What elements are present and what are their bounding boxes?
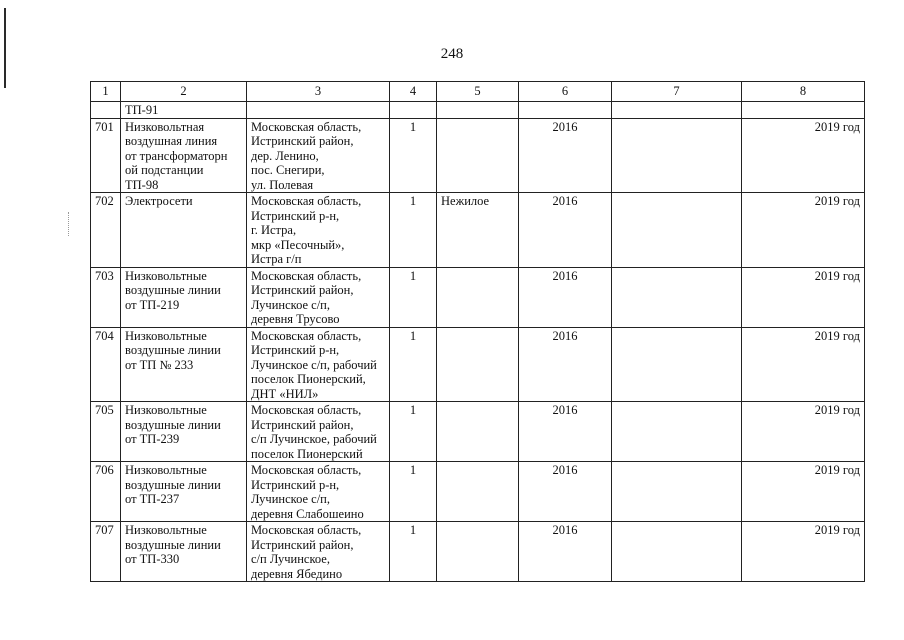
cell-qty: 1	[390, 402, 437, 462]
name-lines	[125, 120, 242, 193]
address-line: Московская область,	[251, 463, 362, 477]
table-row	[91, 402, 865, 462]
cell-address	[247, 267, 390, 327]
cell-qty: 1	[390, 118, 437, 193]
cell-qty: 1	[390, 193, 437, 268]
name-line: воздушные линии	[125, 417, 221, 432]
table-body	[91, 102, 865, 582]
header-col-2: 2	[121, 82, 247, 102]
name-line: Низковольтные	[125, 403, 207, 417]
name-line: Низковольтные	[125, 523, 207, 537]
name-line: Низковольтная	[125, 119, 205, 134]
address-line: с/п Лучинское,	[251, 552, 330, 566]
header-col-3: 3	[247, 82, 390, 102]
address-line: Лучинское с/п, рабочий	[251, 357, 377, 372]
table-row	[91, 118, 865, 193]
cell-col7	[612, 102, 742, 119]
address-line: Истринский район,	[251, 537, 354, 552]
name-lines	[125, 103, 242, 118]
cell-year	[519, 102, 612, 119]
name-line: от ТП № 233	[125, 357, 194, 372]
name-line: воздушная линия	[125, 134, 218, 148]
name-lines	[125, 269, 242, 313]
cell-purpose	[437, 327, 519, 402]
address-line: Московская область,	[251, 523, 362, 537]
cell-address	[247, 522, 390, 582]
address-line: с/п Лучинское, рабочий	[251, 432, 377, 446]
cell-num	[91, 102, 121, 119]
registry-table	[90, 81, 865, 582]
address-lines	[251, 329, 385, 402]
name-line: Низковольтные	[125, 268, 207, 283]
cell-name	[121, 102, 247, 119]
name-line: от ТП-239	[125, 432, 180, 446]
cell-col8: 2019 год	[742, 327, 865, 402]
address-line: Истринский р-н,	[251, 343, 340, 357]
cell-num: 704	[91, 327, 121, 402]
cell-name	[121, 402, 247, 462]
cell-purpose	[437, 462, 519, 522]
cell-qty: 1	[390, 267, 437, 327]
cell-name	[121, 462, 247, 522]
cell-address	[247, 462, 390, 522]
cell-qty	[390, 102, 437, 119]
address-line: Истринский район,	[251, 134, 354, 148]
cell-year: 2016	[519, 462, 612, 522]
header-col-8: 8	[742, 82, 865, 102]
address-line: дер. Ленино,	[251, 148, 319, 163]
cell-num: 705	[91, 402, 121, 462]
cell-purpose	[437, 102, 519, 119]
cell-address	[247, 193, 390, 268]
address-line: Московская область,	[251, 403, 362, 417]
header-col-6: 6	[519, 82, 612, 102]
cell-col7	[612, 522, 742, 582]
name-line: воздушные линии	[125, 477, 221, 492]
address-line: пос. Снегири,	[251, 163, 325, 177]
cell-col8: 2019 год	[742, 522, 865, 582]
header-col-5: 5	[437, 82, 519, 102]
name-line: Электросети	[125, 194, 193, 208]
cell-qty: 1	[390, 522, 437, 582]
cell-col7	[612, 193, 742, 268]
address-line: мкр «Песочный»,	[251, 237, 345, 252]
cell-purpose: Нежилое	[437, 193, 519, 268]
cell-col8: 2019 год	[742, 118, 865, 193]
cell-num: 706	[91, 462, 121, 522]
cell-num: 703	[91, 267, 121, 327]
name-line: воздушные линии	[125, 343, 221, 357]
cell-col8: 2019 год	[742, 402, 865, 462]
address-line: ДНТ «НИЛ»	[251, 386, 319, 401]
header-col-1: 1	[91, 82, 121, 102]
name-lines	[125, 463, 242, 507]
page-number: 248	[440, 46, 464, 62]
address-line: г. Истра,	[251, 223, 297, 237]
name-line: ой подстанции	[125, 163, 204, 177]
cell-year: 2016	[519, 522, 612, 582]
cell-year: 2016	[519, 193, 612, 268]
address-line: поселок Пионерский,	[251, 372, 366, 386]
name-line: от ТП-237	[125, 492, 180, 506]
cell-name	[121, 327, 247, 402]
name-lines	[125, 194, 242, 209]
continuation-row	[91, 102, 865, 119]
address-line: деревня Ябедино	[251, 566, 343, 581]
cell-address	[247, 402, 390, 462]
address-line: поселок Пионерский	[251, 446, 363, 461]
name-lines	[125, 329, 242, 373]
cell-purpose	[437, 522, 519, 582]
address-line: Лучинское с/п,	[251, 297, 330, 312]
address-line: Московская область,	[251, 268, 362, 283]
address-line: Истра г/п	[251, 252, 302, 266]
cell-col8	[742, 102, 865, 119]
table-row	[91, 327, 865, 402]
address-line: Московская область,	[251, 328, 362, 343]
cell-qty: 1	[390, 327, 437, 402]
name-line: от ТП-219	[125, 297, 180, 312]
address-line: Московская область,	[251, 119, 362, 134]
cell-col8: 2019 год	[742, 193, 865, 268]
table-row	[91, 267, 865, 327]
name-line: Низковольтные	[125, 328, 207, 343]
cell-address	[247, 327, 390, 402]
cell-num: 701	[91, 118, 121, 193]
name-lines	[125, 403, 242, 447]
cell-col7	[612, 462, 742, 522]
cell-name	[121, 118, 247, 193]
table-row	[91, 522, 865, 582]
name-line: ТП-98	[125, 177, 159, 192]
cell-purpose	[437, 118, 519, 193]
address-line: деревня Трусово	[251, 312, 340, 326]
address-lines	[251, 194, 385, 267]
cell-name	[121, 267, 247, 327]
cell-num: 702	[91, 193, 121, 268]
table-row	[91, 193, 865, 268]
cell-address	[247, 118, 390, 193]
address-line: деревня Слабошеино	[251, 506, 364, 521]
address-line: Истринский район,	[251, 283, 354, 297]
name-line: воздушные линии	[125, 537, 221, 552]
address-line: Истринский район,	[251, 417, 354, 432]
cell-col8: 2019 год	[742, 462, 865, 522]
cell-address	[247, 102, 390, 119]
address-lines	[251, 269, 385, 327]
header-col-4: 4	[390, 82, 437, 102]
cell-col7	[612, 327, 742, 402]
address-line: Истринский р-н,	[251, 208, 340, 223]
cell-year: 2016	[519, 267, 612, 327]
name-line: от трансформаторн	[125, 148, 228, 163]
cell-col7	[612, 118, 742, 193]
name-line: от ТП-330	[125, 552, 180, 566]
table-row	[91, 462, 865, 522]
cell-name	[121, 522, 247, 582]
address-lines	[251, 523, 385, 581]
address-line: Московская область,	[251, 194, 362, 208]
cell-name	[121, 193, 247, 268]
cell-year: 2016	[519, 118, 612, 193]
name-line: ТП-91	[125, 103, 159, 117]
cell-col7	[612, 267, 742, 327]
name-lines	[125, 523, 242, 567]
cell-col7	[612, 402, 742, 462]
header-row	[91, 82, 865, 102]
address-lines	[251, 120, 385, 193]
address-line: ул. Полевая	[251, 177, 314, 192]
cell-col8: 2019 год	[742, 267, 865, 327]
address-lines	[251, 463, 385, 521]
address-lines	[251, 403, 385, 461]
cell-purpose	[437, 402, 519, 462]
cell-year: 2016	[519, 402, 612, 462]
header-col-7: 7	[612, 82, 742, 102]
cell-qty: 1	[390, 462, 437, 522]
name-line: воздушные линии	[125, 283, 221, 297]
address-line: Истринский р-н,	[251, 477, 340, 492]
scan-artifact	[68, 212, 73, 236]
name-line: Низковольтные	[125, 463, 207, 477]
cell-year: 2016	[519, 327, 612, 402]
address-line: Лучинское с/п,	[251, 492, 330, 506]
cell-num: 707	[91, 522, 121, 582]
cell-purpose	[437, 267, 519, 327]
